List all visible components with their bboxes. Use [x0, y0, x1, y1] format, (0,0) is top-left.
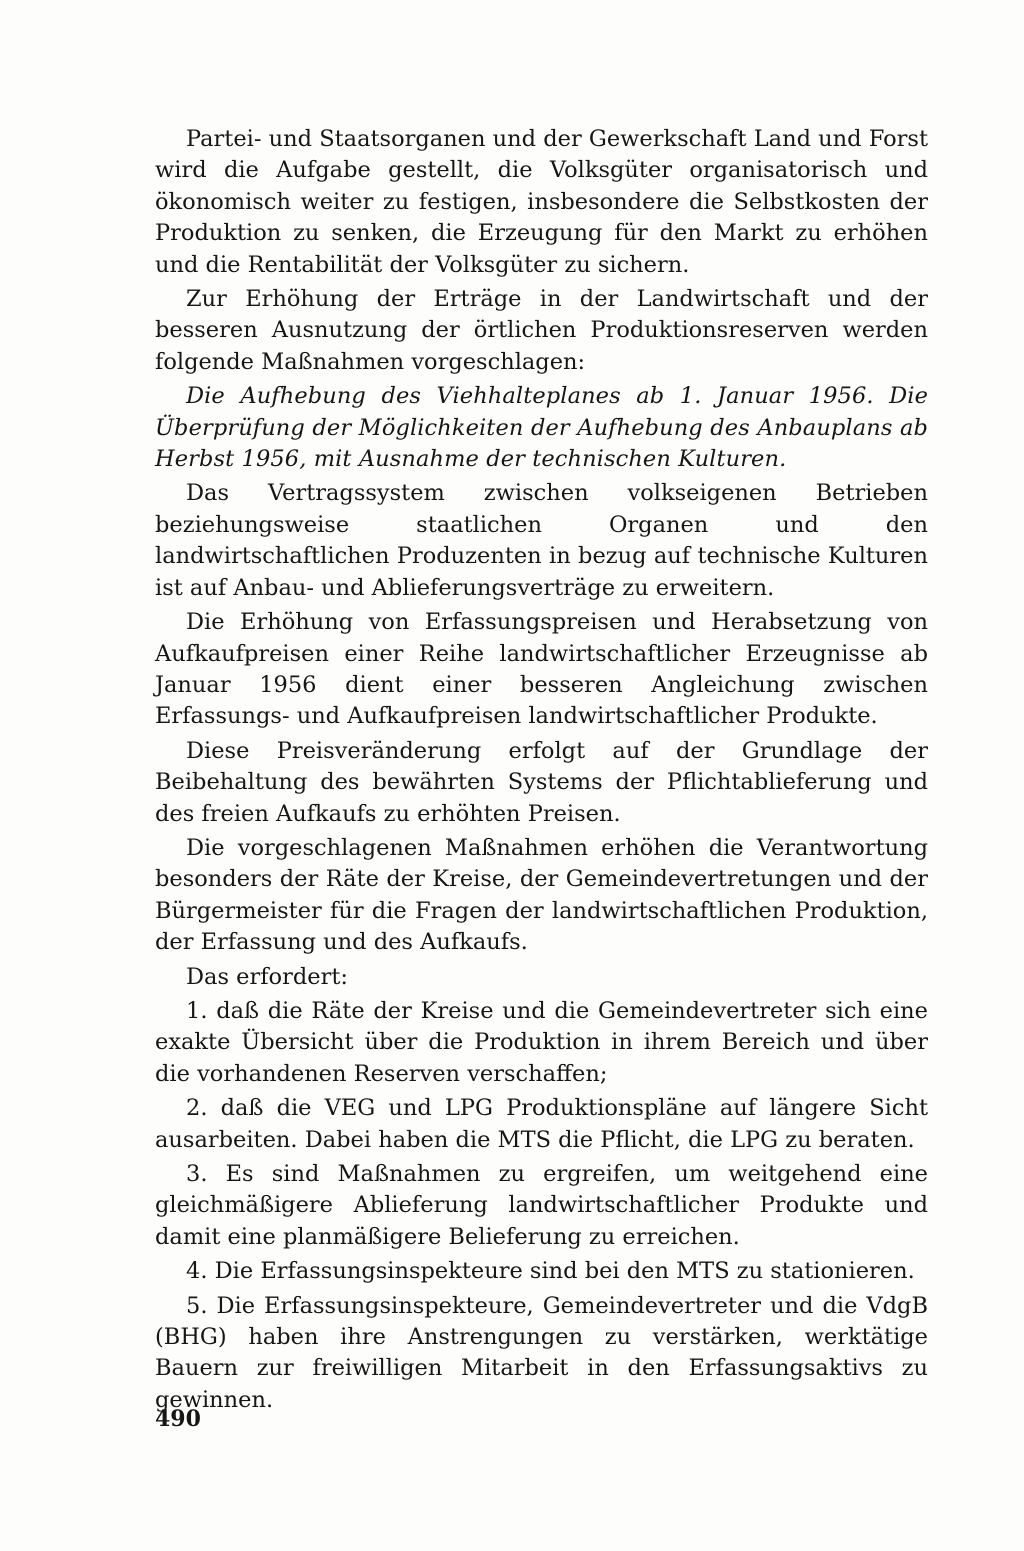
paragraph-8: Das erfordert: [186, 963, 348, 990]
paragraph-7: Die vorgeschlagenen Maßnahmen erhöhen die Verantwortung besonders der Räte der Kreise, der Gemeindevertretungen und der Bürgermeister für die Fragen der landwirtschaftlichen Produktion, der Erfassung und des Aufkaufs. [155, 834, 928, 956]
paragraph-5: Die Erhöhung von Erfassungspreisen und Herabsetzung von Aufkaufpreisen einer Reihe landwirtschaftlicher Erzeugnisse ab Januar 1956 dient einer besseren Angleichung zwischen Erfassungs- und Aufkaufpreisen landwirtschaftlicher Produkte. [155, 609, 928, 730]
list-item-3: 3. Es sind Maßnahmen zu ergreifen, um weitgehend eine gleichmäßigere Ablieferung landwirtschaftlicher Produkte und damit eine planmäßigere Belieferung zu erreichen. [155, 1161, 928, 1250]
list-item-1: 1. daß die Räte der Kreise und die Gemeindevertreter sich eine exakte Übersicht über die Produktion in ihrem Bereich und über die vorhandenen Reserven verschaffen; [155, 997, 928, 1087]
paragraph-4: Das Vertragssystem zwischen volkseigenen Betrieben beziehungsweise staatlichen Organen und den landwirtschaftlichen Produzenten in bezug auf technische Kulturen ist auf Anbau- und Ablieferungsverträge zu erweitern. [155, 480, 928, 601]
paragraph-6: Diese Preisveränderung erfolgt auf der Grundlage der Beibehaltung des bewährten Systems der Pflichtablieferung und des freien Aufkaufs zu erhöhten Preisen. [155, 737, 928, 827]
body-text [155, 124, 928, 1419]
page-number: 490 [155, 1406, 201, 1432]
paragraph-1: Partei- und Staatsorganen und der Gewerkschaft Land und Forst wird die Aufgabe gestellt, die Volksgüter organisatorisch und ökonomisch weiter zu festigen, insbesondere die Selbstkosten der Produktion zu senken, die Erzeugung für den Markt zu erhöhen und die Rentabilität der Volksgüter zu sichern. [155, 126, 928, 278]
paragraph-3-italic: Die Aufhebung des Viehhalteplanes ab 1. Januar 1956. Die Überprüfung der Möglichkeiten der Aufhebung des Anbauplans ab Herbst 1956, mit Ausnahme der technischen Kulturen. [155, 383, 928, 473]
paragraph-2: Zur Erhöhung der Erträge in der Landwirtschaft und der besseren Ausnutzung der örtlichen Produktionsreserven werden folgende Maßnahmen vorgeschlagen: [155, 286, 928, 375]
list-item-4: 4. Die Erfassungsinspekteure sind bei den MTS zu stationieren. [186, 1258, 915, 1285]
list-item-2: 2. daß die VEG und LPG Produktionspläne auf längere Sicht ausarbeiten. Dabei haben die MTS die Pflicht, die LPG zu beraten. [155, 1095, 928, 1153]
list-item-5: 5. Die Erfassungsinspekteure, Gemeindevertreter und die VdgB (BHG) haben ihre Anstrengungen zu verstärken, werktätige Bauern zur freiwilligen Mitarbeit in den Erfassungsaktivs zu gewinnen. [155, 1292, 928, 1413]
